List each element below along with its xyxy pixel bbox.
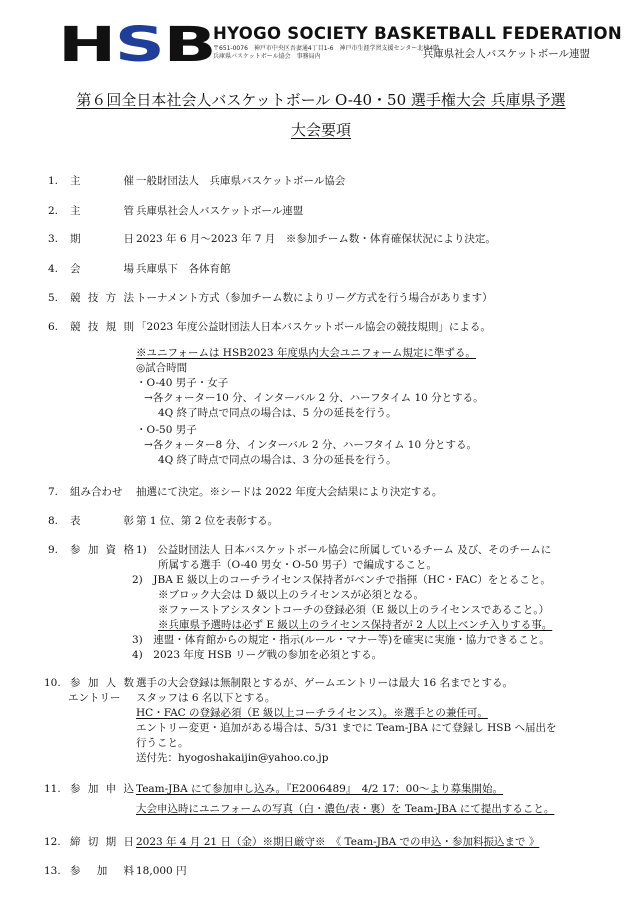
application-details <box>136 782 554 817</box>
federation-name-jp: 兵庫県社会人バスケットボール連盟 <box>422 48 590 60</box>
item-label: 締 切 期 日 <box>70 836 134 848</box>
address-line: 〒651-0076 神戸市中央区吾妻通4丁目1-6 神戸市生涯学習支援センター北棟4階 <box>213 45 440 52</box>
eligibility-3: 3) 連盟・体育館からの規定・指示(ルール・マナー等)を確実に実施・協力できること。 <box>132 634 550 646</box>
game-time-heading: ◎試合時間 <box>136 362 188 374</box>
logo-letter-b: B <box>163 17 216 73</box>
federation-address <box>213 45 439 61</box>
eligibility-2-note-block: ※ブロック大会は D 級以上のライセンスが必須となる。 <box>158 589 424 601</box>
federation-name-en: HYOGO SOCIETY BASKETBALL FEDERATION <box>213 24 622 43</box>
hsb-logo <box>58 17 216 73</box>
entry-staff-limit: スタッフは 6 名以下とする。 <box>136 692 276 704</box>
item-label: 参 加 資 格 <box>70 544 134 556</box>
eligibility-1: 1) 公益財団法人 日本バスケットボール協会に所属しているチーム 及び、そのチームに <box>136 544 552 556</box>
entry-send-to: 送付先：hyogoshakaijin@yahoo.co.jp <box>136 752 329 764</box>
item-number: 5. <box>48 292 59 304</box>
item-label: 競 技 方 法 <box>70 292 134 304</box>
item-body: トーナメント方式（参加チーム数によりリーグ方式を行う場合があります） <box>136 292 493 304</box>
item-body: 一般財団法人 兵庫県バスケットボール協会 <box>136 175 346 187</box>
o40-overtime: 4Q 終了時点で同点の場合は、5 分の延長を行う。 <box>158 407 397 419</box>
item-body: 兵庫県下 各体育館 <box>136 263 231 275</box>
logo-letter-s: S <box>114 17 164 73</box>
item-number: 7. <box>48 486 59 498</box>
eligibility-2: 2) JBA E 級以上のコーチライセンス保持者がベンチで指揮（HC・FAC）をとること。 <box>132 574 551 586</box>
item-number: 12. <box>44 836 61 848</box>
item-number: 10. <box>44 677 61 689</box>
document-subtitle <box>0 119 642 140</box>
item-label: 参 加 申 込 <box>70 783 134 795</box>
item-label: 期 日 <box>70 233 134 245</box>
item-number: 6. <box>48 321 59 333</box>
item-label: 参 加 料 <box>70 865 134 877</box>
item-label-entry: エントリー <box>68 692 121 704</box>
item-label: 主 管 <box>70 205 134 217</box>
o40-category: ・O-40 男子・女子 <box>136 377 229 389</box>
o50-category: ・O-50 男子 <box>136 424 197 436</box>
deadline-text: 2023 年 4 月 21 日（金）※期日厳守※ 《 Team-JBA での申込・参加料振込まで 》 <box>136 836 540 848</box>
eligibility-1-cont: 所属する選手（O-40 男女・O-50 男子）で編成すること。 <box>158 559 437 571</box>
address-line: 兵庫県バスケットボール協会 事務局内 <box>213 53 321 60</box>
item-number: 2. <box>48 205 59 217</box>
eligibility-4: 4) 2023 年度 HSB リーグ戦の参加を必須とする。 <box>132 649 383 661</box>
item-number: 1. <box>48 175 59 187</box>
document-title <box>0 89 642 110</box>
entry-change: エントリー変更・追加がある場合は、5/31 までに Team-JBA にて登録し HSB へ届出を <box>136 722 557 734</box>
document-title-text: 第６回全日本社会人バスケットボール O-40・50 選手権大会 兵庫県予選 <box>76 91 566 109</box>
entry-hc-fac: HC・FAC の登録必須（E 級以上コーチライセンス）。※選手との兼任可。 <box>136 707 488 719</box>
logo-letter-h: H <box>58 17 115 73</box>
item-number: 13. <box>44 865 61 877</box>
o50-time: →各クォーター8 分、インターバル 2 分、ハーフタイム 10 分とする。 <box>144 439 477 451</box>
letterhead <box>58 17 622 73</box>
document-subtitle-text: 大会要項 <box>290 121 351 139</box>
item-body: 兵庫県社会人バスケットボール連盟 <box>136 205 304 217</box>
item-number: 3. <box>48 233 59 245</box>
item-label: 参 加 人 数 <box>70 677 134 689</box>
item-body: 2023 年 6 月〜2023 年 7 月 ※参加チーム数・体育確保状況により決定。 <box>136 233 496 245</box>
item-body: 「2023 年度公益財団法人日本バスケットボール協会の競技規則」による。 <box>136 321 491 333</box>
item-number: 9. <box>48 544 59 556</box>
eligibility-2-note-fac: ※ファーストアシスタントコーチの登録必須（E 級以上のライセンスであること。） <box>158 604 550 616</box>
item-label: 表 彰 <box>70 515 134 527</box>
entry-details <box>136 676 557 766</box>
item-label: 競 技 規 則 <box>70 321 134 333</box>
item-label: 会 場 <box>70 263 134 275</box>
item-label: 組み合わせ <box>70 486 123 498</box>
item-label: 主 催 <box>70 175 134 187</box>
item-number: 8. <box>48 515 59 527</box>
item-number: 4. <box>48 263 59 275</box>
fee-amount: 18,000 円 <box>136 865 187 877</box>
uniform-rule: ※ユニフォームは HSB2023 年度県内大会ユニフォーム規定に準ずる。 <box>136 347 476 359</box>
o50-overtime: 4Q 終了時点で同点の場合は、3 分の延長を行う。 <box>158 454 397 466</box>
application-team-jba: Team-JBA にて参加申し込み。『E2006489』 4/2 17：00〜より募集開始。 <box>136 783 504 795</box>
application-uniform-photo: 大会申込時にユニフォームの写真（白・濃色/表・裏）を Team-JBA にて提出すること。 <box>136 803 555 815</box>
eligibility-2-note-hyogo: ※兵庫県予選時は必ず E 級以上のライセンス保持者が 2 人以上ベンチ入りする事。 <box>158 619 553 631</box>
entry-change-cont: 行うこと。 <box>136 737 189 749</box>
item-body: 抽選にて決定。※シードは 2022 年度大会結果により決定する。 <box>136 486 443 498</box>
eligibility-list <box>132 543 553 663</box>
o40-time: →各クォーター10 分、インターバル 2 分、ハーフタイム 10 分とする。 <box>144 392 484 404</box>
rules-detail <box>136 346 484 468</box>
entry-player-limit: 選手の大会登録は無制限とするが、ゲームエントリーは最大 16 名までとする。 <box>136 677 514 689</box>
item-number: 11. <box>44 783 61 795</box>
item-body: 第 1 位、第 2 位を表彰する。 <box>136 515 279 527</box>
